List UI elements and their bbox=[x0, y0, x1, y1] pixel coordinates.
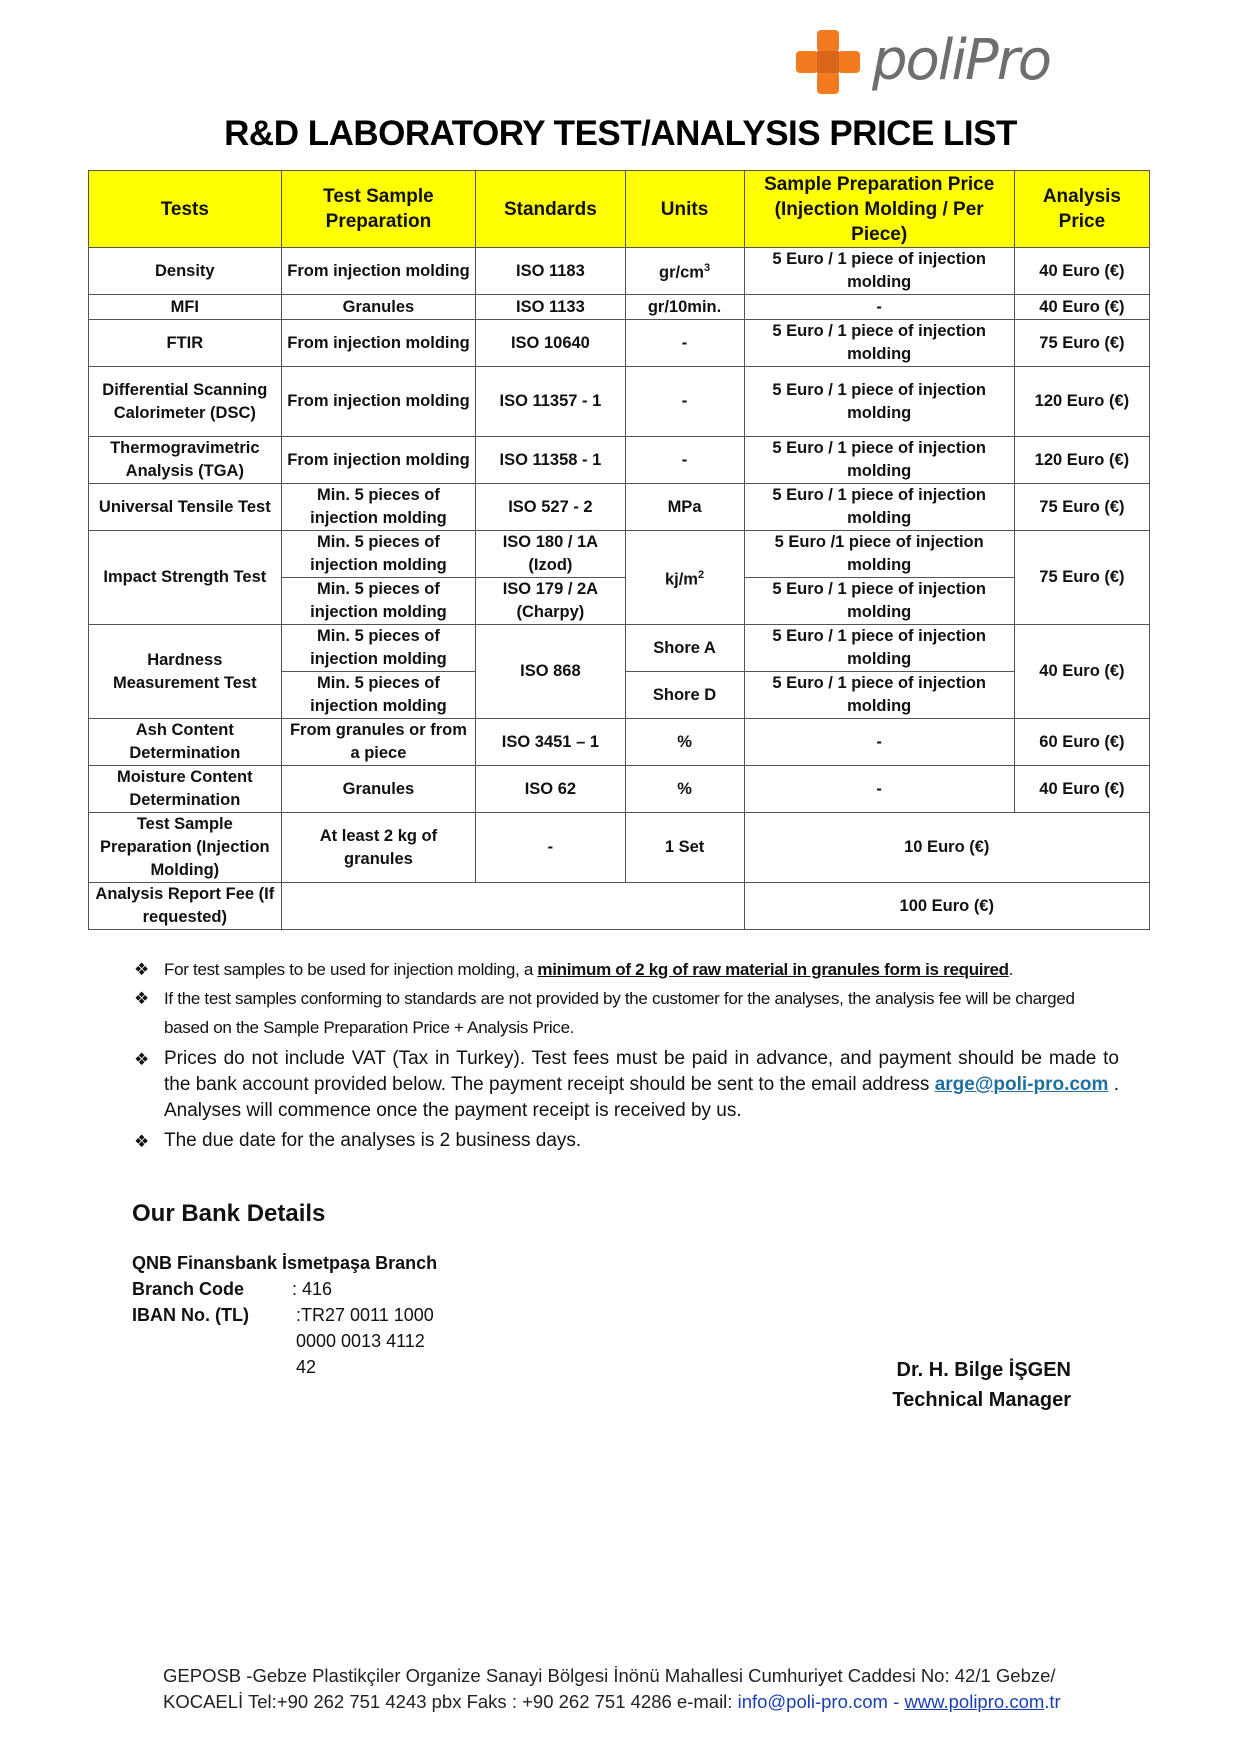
cell-sample-price: - bbox=[744, 766, 1014, 813]
cell-analysis-price: 10 Euro (€) bbox=[744, 813, 1149, 883]
cell-standard: ISO 868 bbox=[476, 625, 625, 719]
cell-sample-price: 5 Euro / 1 piece of injection molding bbox=[744, 320, 1014, 367]
cell-standard: ISO 10640 bbox=[476, 320, 625, 367]
cell-test: Hardness Measurement Test bbox=[89, 625, 282, 719]
cell-unit: % bbox=[625, 719, 744, 766]
cell-prep: Granules bbox=[281, 766, 476, 813]
header-standards: Standards bbox=[476, 171, 625, 248]
cell-prep: At least 2 kg of granules bbox=[281, 813, 476, 883]
table-row bbox=[89, 437, 1150, 484]
page-title: R&D LABORATORY TEST/ANALYSIS PRICE LIST bbox=[224, 114, 1017, 153]
table-row bbox=[89, 625, 1150, 672]
cell-unit: - bbox=[625, 320, 744, 367]
note-item: ❖ Prices do not include VAT (Tax in Turkey). Test fees must be paid in advance, and payment should be made to the bank account provided below. The payment receipt should be sent to the email address arge@poli-pro.com . Analyses will commence once the payment receipt is received by us. bbox=[134, 1048, 1119, 1121]
table-row bbox=[89, 883, 1150, 930]
cell-sample-price: 5 Euro / 1 piece of injection molding bbox=[744, 437, 1014, 484]
cell-standard: ISO 3451 – 1 bbox=[476, 719, 625, 766]
cell-standard: ISO 1133 bbox=[476, 295, 625, 320]
signer-role: Technical Manager bbox=[892, 1389, 1071, 1411]
cell-prep: From injection molding bbox=[281, 248, 476, 295]
cell-unit: Shore D bbox=[625, 672, 744, 719]
cell-prep: From granules or from a piece bbox=[281, 719, 476, 766]
cell-test: Universal Tensile Test bbox=[89, 484, 282, 531]
table-row bbox=[89, 484, 1150, 531]
cell-prep: Min. 5 pieces of injection molding bbox=[281, 484, 476, 531]
logo-cross-icon bbox=[790, 24, 870, 104]
cell-test: Differential Scanning Calorimeter (DSC) bbox=[89, 367, 282, 437]
header-analysis-price: Analysis Price bbox=[1014, 171, 1149, 248]
cell-analysis-price: 100 Euro (€) bbox=[744, 883, 1149, 930]
header-prep: Test Sample Preparation bbox=[281, 171, 476, 248]
signer-name: Dr. H. Bilge İŞGEN bbox=[896, 1359, 1071, 1381]
note-item: ❖ If the test samples conforming to standards are not provided by the customer for the analyses, the analysis fee will be charged based on the Sample Preparation Price + Analysis Price. bbox=[134, 984, 1119, 1042]
iban-value: :TR27 0011 1000 0000 0013 4112 42 bbox=[296, 1305, 434, 1377]
cell-standard: - bbox=[476, 813, 625, 883]
table-row bbox=[89, 367, 1150, 437]
table-row bbox=[89, 766, 1150, 813]
cell-sample-price: 5 Euro / 1 piece of injection molding bbox=[744, 367, 1014, 437]
cell-unit: gr/10min. bbox=[625, 295, 744, 320]
cell-standard: ISO 62 bbox=[476, 766, 625, 813]
cell-sample-price: 5 Euro / 1 piece of injection molding bbox=[744, 672, 1014, 719]
cell-empty bbox=[281, 883, 744, 930]
diamond-bullet-icon: ❖ bbox=[134, 1050, 150, 1069]
cell-sample-price: 5 Euro / 1 piece of injection molding bbox=[744, 248, 1014, 295]
table-header-row bbox=[89, 171, 1150, 248]
diamond-bullet-icon: ❖ bbox=[134, 960, 149, 979]
cell-analysis-price: 75 Euro (€) bbox=[1014, 484, 1149, 531]
footer-website-link[interactable]: www.polipro.com bbox=[904, 1691, 1045, 1712]
cell-standard: ISO 11357 - 1 bbox=[476, 367, 625, 437]
cell-analysis-price: 60 Euro (€) bbox=[1014, 719, 1149, 766]
polipro-logo bbox=[790, 24, 1060, 104]
table-row bbox=[89, 320, 1150, 367]
price-table bbox=[88, 170, 1150, 930]
header-sample-price: Sample Preparation Price (Injection Molding / Per Piece) bbox=[744, 171, 1014, 248]
cell-sample-price: 5 Euro / 1 piece of injection molding bbox=[744, 484, 1014, 531]
notes-list bbox=[134, 955, 1119, 1154]
table-row bbox=[89, 813, 1150, 883]
cell-analysis-price: 75 Euro (€) bbox=[1014, 320, 1149, 367]
cell-unit: $kj/m^2$ bbox=[625, 531, 744, 625]
table-row bbox=[89, 248, 1150, 295]
cell-analysis-price: 75 Euro (€) bbox=[1014, 531, 1149, 625]
cell-analysis-price: 40 Euro (€) bbox=[1014, 295, 1149, 320]
cell-unit: - bbox=[625, 367, 744, 437]
bank-name: QNB Finansbank İsmetpaşa Branch bbox=[132, 1253, 438, 1273]
cell-prep: From injection molding bbox=[281, 320, 476, 367]
cell-test: Analysis Report Fee (If requested) bbox=[89, 883, 282, 930]
cell-test: Impact Strength Test bbox=[89, 531, 282, 625]
diamond-bullet-icon: ❖ bbox=[134, 989, 149, 1008]
cell-prep: Min. 5 pieces of injection molding bbox=[281, 625, 476, 672]
cell-test: MFI bbox=[89, 295, 282, 320]
cell-sample-price: 5 Euro / 1 piece of injection molding bbox=[744, 625, 1014, 672]
cell-analysis-price: 40 Euro (€) bbox=[1014, 625, 1149, 719]
cell-test: FTIR bbox=[89, 320, 282, 367]
cell-test: Density bbox=[89, 248, 282, 295]
cell-sample-price: - bbox=[744, 719, 1014, 766]
cell-analysis-price: 120 Euro (€) bbox=[1014, 437, 1149, 484]
cell-analysis-price: 120 Euro (€) bbox=[1014, 367, 1149, 437]
cell-unit: - bbox=[625, 437, 744, 484]
cell-sample-price: 5 Euro /1 piece of injection molding bbox=[744, 531, 1014, 578]
cell-test: Thermogravimetric Analysis (TGA) bbox=[89, 437, 282, 484]
cell-prep: From injection molding bbox=[281, 437, 476, 484]
email-link[interactable]: arge@poli-pro.com bbox=[934, 1074, 1109, 1095]
diamond-bullet-icon: ❖ bbox=[134, 1132, 150, 1151]
table-row bbox=[89, 719, 1150, 766]
note-item: ❖ For test samples to be used for injection molding, a minimum of 2 kg of raw material in granules form is required. bbox=[134, 955, 1119, 984]
footer-address: GEPOSB -Gebze Plastikçiler Organize Sanayi Bölgesi İnönü Mahallesi Cumhuriyet Caddesi No: 42/1 Gebze/ KOCAELİ Tel:+90 262 751 4243 pbx Faks : +90 262 751 4286 e-mail: info@poli-pro.com - www.polipro.com.tr bbox=[163, 1665, 1061, 1712]
cell-analysis-price: 40 Euro (€) bbox=[1014, 766, 1149, 813]
cell-prep: From injection molding bbox=[281, 367, 476, 437]
cell-test: Moisture Content Determination bbox=[89, 766, 282, 813]
cell-prep: Min. 5 pieces of injection molding bbox=[281, 531, 476, 578]
cell-standard: ISO 11358 - 1 bbox=[476, 437, 625, 484]
footer-email-link[interactable]: info@poli-pro.com bbox=[737, 1691, 888, 1712]
cell-unit: 1 Set bbox=[625, 813, 744, 883]
note-item: ❖ The due date for the analyses is 2 business days. bbox=[134, 1128, 1119, 1154]
header-tests: Tests bbox=[89, 171, 282, 248]
logo-text: poliPro bbox=[872, 28, 1050, 93]
cell-sample-price: - bbox=[744, 295, 1014, 320]
bank-details bbox=[132, 1250, 438, 1377]
iban-label: IBAN No. (TL) bbox=[132, 1305, 249, 1325]
cell-test: Test Sample Preparation (Injection Molding) bbox=[89, 813, 282, 883]
cell-standard: ISO 180 / 1A (Izod) bbox=[476, 531, 625, 578]
cell-unit: $gr/cm^3$ bbox=[625, 248, 744, 295]
signature-block bbox=[892, 1355, 1071, 1415]
cell-unit: MPa bbox=[625, 484, 744, 531]
cell-standard: ISO 527 - 2 bbox=[476, 484, 625, 531]
cell-prep: Min. 5 pieces of injection molding bbox=[281, 578, 476, 625]
cell-sample-price: 5 Euro / 1 piece of injection molding bbox=[744, 578, 1014, 625]
cell-standard: ISO 1183 bbox=[476, 248, 625, 295]
cell-analysis-price: 40 Euro (€) bbox=[1014, 248, 1149, 295]
branch-code-value: : 416 bbox=[292, 1279, 333, 1299]
cell-unit: Shore A bbox=[625, 625, 744, 672]
header-units: Units bbox=[625, 171, 744, 248]
table-row bbox=[89, 295, 1150, 320]
table-row bbox=[89, 531, 1150, 578]
cell-prep: Granules bbox=[281, 295, 476, 320]
cell-unit: % bbox=[625, 766, 744, 813]
cell-prep: Min. 5 pieces of injection molding bbox=[281, 672, 476, 719]
cell-standard: ISO 179 / 2A (Charpy) bbox=[476, 578, 625, 625]
branch-code-label: Branch Code bbox=[132, 1279, 245, 1299]
bank-heading: Our Bank Details bbox=[132, 1200, 326, 1227]
cell-test: Ash Content Determination bbox=[89, 719, 282, 766]
